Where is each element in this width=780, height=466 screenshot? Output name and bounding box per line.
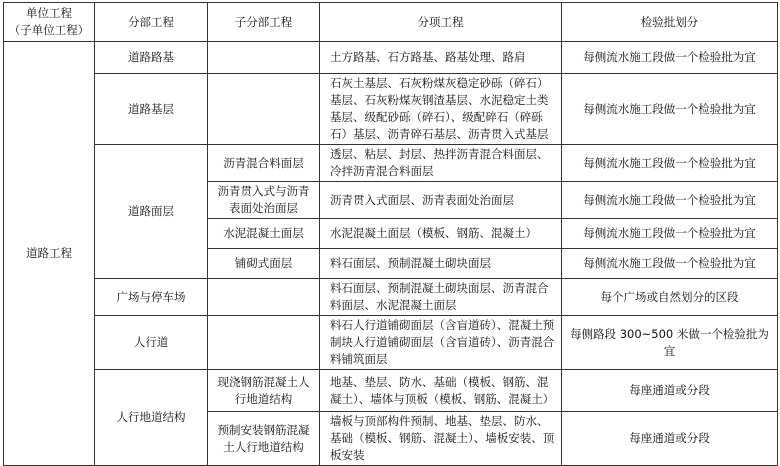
header-row — [4, 3, 778, 42]
batch-cell: 每侧路段 300~500 米做一个检验批为宜 — [562, 316, 778, 370]
items-cell: 料石面层、预制混凝土砌块面层、沥青混合料面层、水泥混凝土面层 — [320, 279, 562, 316]
subdivision-cell: 沥青混合料面层 — [208, 145, 320, 182]
subdivision-cell — [208, 74, 320, 145]
table-row — [4, 74, 778, 145]
items-cell: 墙板与顶部构件预制、地基、垫层、防水、基础（模板、钢筋、混凝土）、墙板安装、顶板安装 — [320, 412, 562, 466]
items-cell: 地基、垫层、防水、基础（模板、钢筋、混凝土）、墙体与顶板（模板、钢筋、混凝土） — [320, 370, 562, 412]
items-cell: 沥青贯入式面层、沥青表面处治面层 — [320, 182, 562, 219]
header-unit-project — [4, 3, 95, 42]
subdivision-cell: 现浇钢筋混凝土人行地道结构 — [208, 370, 320, 412]
table-row — [4, 279, 778, 316]
header-subdivision: 子分部工程 — [208, 3, 320, 42]
unit-project-cell: 道路工程 — [4, 42, 95, 466]
items-cell: 水泥混凝土面层（模板、钢筋、混凝土） — [320, 219, 562, 249]
items-cell: 土方路基、石方路基、路基处理、路肩 — [320, 42, 562, 74]
table-row — [4, 42, 778, 74]
table-row — [4, 145, 778, 182]
batch-cell: 每侧流水施工段做一个检验批为宜 — [562, 42, 778, 74]
division-cell: 道路基层 — [95, 74, 208, 145]
batch-cell: 每侧流水施工段做一个检验批为宜 — [562, 249, 778, 279]
items-cell: 料石人行道铺砌面层（含盲道砖）、混凝土预制块人行道铺砌面层（含盲道砖）、沥青混合料铺筑面层 — [320, 316, 562, 370]
subdivision-cell: 沥青贯入式与沥青表面处治面层 — [208, 182, 320, 219]
division-cell: 人行地道结构 — [95, 370, 208, 466]
table-row — [4, 370, 778, 412]
batch-cell: 每座通道或分段 — [562, 412, 778, 466]
items-cell: 石灰土基层、石灰粉煤灰稳定砂砾（碎石）基层、石灰粉煤灰钢渣基层、水泥稳定土类基层、级配砂砾（碎石）、级配碎石（碎砾石）基层、沥青碎石基层、沥青贯入式基层 — [320, 74, 562, 145]
division-cell: 道路路基 — [95, 42, 208, 74]
subdivision-cell: 水泥混凝土面层 — [208, 219, 320, 249]
header-batch: 检验批划分 — [562, 3, 778, 42]
subdivision-cell: 预制安装钢筋混凝土人行地道结构 — [208, 412, 320, 466]
table-row — [4, 316, 778, 370]
division-cell: 道路面层 — [95, 145, 208, 279]
division-cell: 人行道 — [95, 316, 208, 370]
inspection-batch-table — [3, 2, 778, 466]
subdivision-cell — [208, 42, 320, 74]
subdivision-cell — [208, 316, 320, 370]
header-unit-line1: 单位工程 — [26, 6, 72, 20]
division-cell: 广场与停车场 — [95, 279, 208, 316]
batch-cell: 每侧流水施工段做一个检验批为宜 — [562, 182, 778, 219]
items-cell: 透层、粘层、封层、热拌沥青混合料面层、冷拌沥青混合料面层 — [320, 145, 562, 182]
subdivision-cell — [208, 279, 320, 316]
batch-cell: 每个广场或自然划分的区段 — [562, 279, 778, 316]
batch-cell: 每侧流水施工段做一个检验批为宜 — [562, 219, 778, 249]
header-items: 分项工程 — [320, 3, 562, 42]
batch-cell: 每侧流水施工段做一个检验批为宜 — [562, 74, 778, 145]
header-unit-line2: （子单位工程） — [8, 23, 90, 37]
batch-cell: 每侧流水施工段做一个检验批为宜 — [562, 145, 778, 182]
batch-cell: 每座通道或分段 — [562, 370, 778, 412]
subdivision-cell: 铺砌式面层 — [208, 249, 320, 279]
header-division: 分部工程 — [95, 3, 208, 42]
items-cell: 料石面层、预制混凝土砌块面层 — [320, 249, 562, 279]
